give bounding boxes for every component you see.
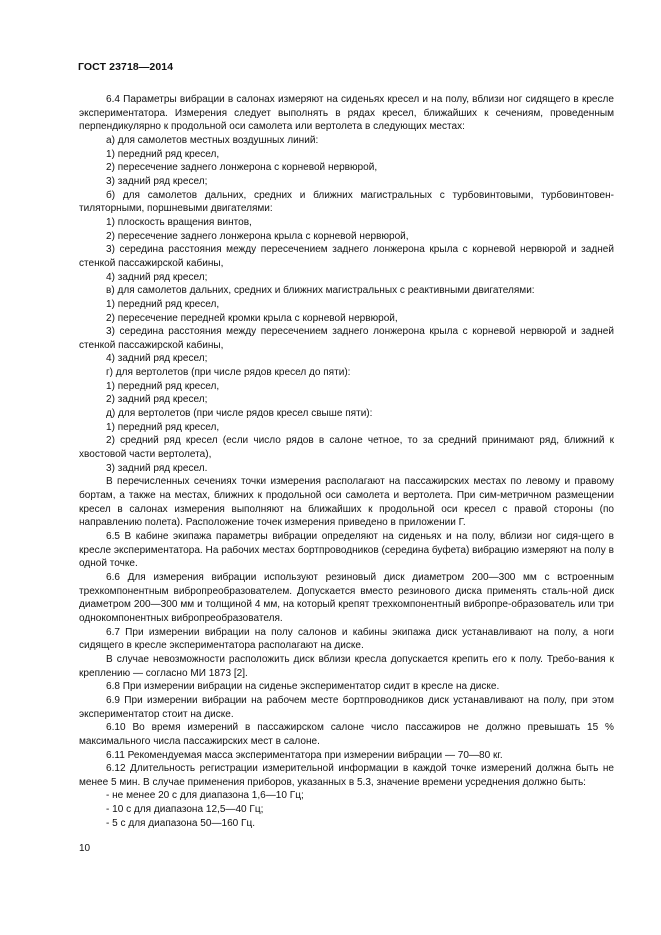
paragraph: 2) средний ряд кресел (если число рядов в салоне четное, то за средний принимают ряд, ближний к хвостовой части вертолета),: [79, 435, 614, 461]
list-item: - не менее 20 с для диапазона 1,6—10 Гц;: [106, 790, 304, 802]
paragraph: 6.8 При измерении вибрации на сиденье экспериментатор сидит в кресле на диске.: [106, 681, 500, 693]
paragraph: 6.12 Длительность регистрации измерительной информации в каждой точке измерений должна быть не менее 5 мин. В случае применения приборов, указанных в 5.3, значение времени усреднения должно быть:: [79, 763, 614, 788]
paragraph: 3) середина расстояния между пересечением заднего лонжерона крыла с корневой нервюрой и задней стенкой пассажирской кабины,: [79, 244, 614, 269]
paragraph: 2) пересечение передней кромки крыла с корневой нервюрой,: [106, 312, 398, 324]
paragraph: 2) пересечение заднего лонжерона крыла с корневой нервюрой,: [106, 230, 409, 242]
paragraph: 6.4 Параметры вибрации в салонах измеряют на сиденьях кресел и на полу, вблизи ног сидящего в кресле экспериментатора. Измерения следует выполнять в рядах кресел, ближайших к сечениям, проведенным перпендикулярно к продольной оси самолета или вертолета в следующих местах:: [79, 94, 614, 133]
paragraph: а) для самолетов местных воздушных линий:: [106, 134, 319, 146]
paragraph: 3) задний ряд кресел.: [106, 462, 208, 474]
paragraph: В случае невозможности расположить диск вблизи кресла допускается крепить его к полу. Требо-вания к креплению — согласно МИ 1873 [2].: [79, 653, 614, 679]
paragraph: 6.5 В кабине экипажа параметры вибрации определяют на сиденьях и на полу, вблизи ног сидя-щего в кресле экспериментатора. На рабочих местах бортпроводников (середина буфета) вибрацию измеряют на полу в одной точке.: [79, 531, 614, 570]
document-header: ГОСТ 23718—2014: [78, 61, 174, 73]
paragraph: 6.9 При измерении вибрации на рабочем месте бортпроводников диск устанавливают на полу, при этом экспериментатор стоит на диске.: [79, 694, 614, 720]
paragraph: 1) передний ряд кресел,: [106, 298, 220, 310]
paragraph: б) для самолетов дальних, средних и ближних магистральных с турбовинтовыми, турбовинтовен-тиляторными, поршневыми двигателями:: [79, 189, 614, 215]
paragraph: 6.10 Во время измерений в пассажирском салоне число пассажиров не должно превышать 15 % максимального числа пассажирских мест в салоне.: [79, 722, 614, 747]
paragraph: 3) задний ряд кресел;: [106, 175, 208, 187]
paragraph: 6.7 При измерении вибрации на полу салонов и кабины экипажа диск устанавливают на полу, а ноги сидящего в кресле экспериментатора располагают на диске.: [79, 626, 614, 652]
list-item: - 10 с для диапазона 12,5—40 Гц;: [106, 804, 264, 816]
list-item: - 5 с для диапазона 50—160 Гц.: [106, 817, 256, 829]
paragraph: 1) передний ряд кресел,: [106, 421, 220, 433]
paragraph: 2) пересечение заднего лонжерона с корневой нервюрой,: [106, 162, 378, 174]
paragraph: 4) задний ряд кресел;: [106, 353, 208, 365]
paragraph: В перечисленных сечениях точки измерения располагают на пассажирских местах по левому и правому бортам, а также на местах, ближних к продольной оси самолета и вертолета. При сим-метричном размещении кресел в салонах измерения выполняют на ближайших к продольной оси кресел с правой стороны (по направлению полета). Расположение точек измерения приведено в приложении Г.: [79, 476, 614, 529]
paragraph: 6.6 Для измерения вибрации используют резиновый диск диаметром 200—300 мм с встроенным трехкомпонентным вибропреобразователем. Допускается вместо резинового диска применять сталь-ной диск диаметром 200—300 мм и толщиной 4 мм, на который крепят трехкомпонентный вибропре-образователь или три однокомпонентных вибропреобразователя.: [79, 571, 614, 624]
paragraph: 4) задний ряд кресел;: [106, 271, 208, 283]
page-number: 10: [79, 843, 91, 854]
paragraph: г) для вертолетов (при числе рядов кресел до пяти):: [106, 367, 351, 379]
paragraph: в) для самолетов дальних, средних и ближних магистральных с реактивными двигателями:: [106, 285, 535, 297]
paragraph: 2) задний ряд кресел;: [106, 394, 208, 406]
paragraph: 1) передний ряд кресел,: [106, 148, 220, 160]
document-body: [79, 93, 614, 830]
paragraph: 1) передний ряд кресел,: [106, 380, 220, 392]
paragraph: 6.11 Рекомендуемая масса экспериментатора при измерении вибрации — 70—80 кг.: [106, 749, 503, 761]
paragraph: 3) середина расстояния между пересечением заднего лонжерона крыла с корневой нервюрой и задней стенкой пассажирской кабины,: [79, 326, 614, 351]
paragraph: 1) плоскость вращения винтов,: [106, 216, 252, 228]
paragraph: д) для вертолетов (при числе рядов кресел свыше пяти):: [106, 408, 373, 420]
